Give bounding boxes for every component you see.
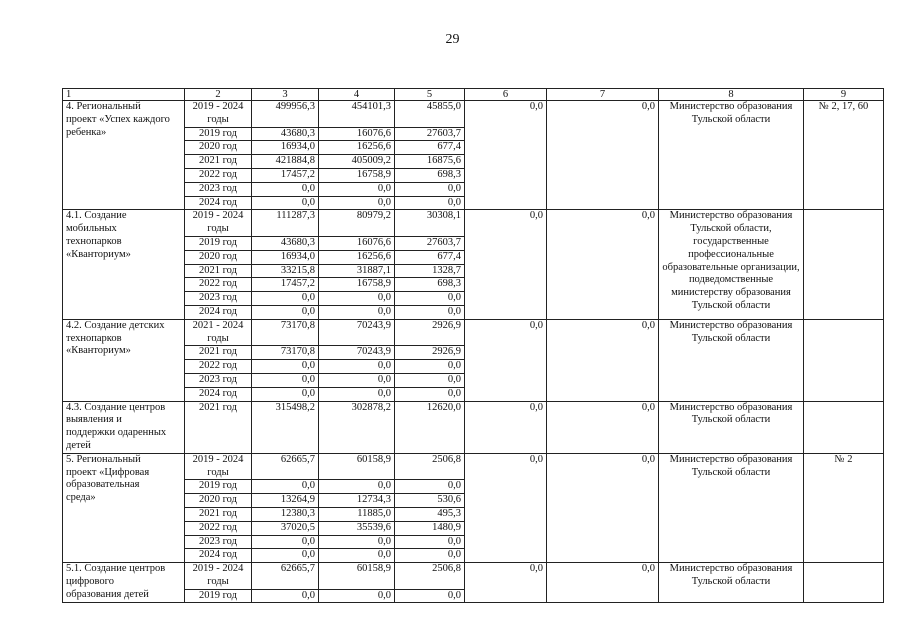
amount-c4: 80979,2 <box>319 210 395 237</box>
amount-c4: 0,0 <box>319 292 395 306</box>
activity-name-line: 4.2. Создание детских <box>66 319 165 331</box>
indicators-cell <box>804 401 884 453</box>
activity-name-line: поддержки одаренных <box>66 427 167 439</box>
period-cell: 2024 год <box>185 387 252 401</box>
header-cell: 8 <box>659 89 804 101</box>
amount-c5: 45855,0 <box>395 101 465 128</box>
amount-c4: 0,0 <box>319 589 395 603</box>
header-cell: 3 <box>252 89 319 101</box>
period-cell: 2019 - 2024 годы <box>185 453 252 480</box>
period-cell: 2021 - 2024 годы <box>185 319 252 346</box>
amount-c5: 677,4 <box>395 250 465 264</box>
period-cell: 2022 год <box>185 278 252 292</box>
amount-c4: 0,0 <box>319 360 395 374</box>
activity-name-line: детей <box>66 439 91 451</box>
header-cell: 6 <box>465 89 547 101</box>
executor-cell: Министерство образования Тульской области <box>659 319 804 401</box>
amount-c3: 0,0 <box>252 535 319 549</box>
amount-c5: 1328,7 <box>395 264 465 278</box>
amount-c5: 30308,1 <box>395 210 465 237</box>
period-cell: 2019 - 2024 годы <box>185 563 252 590</box>
amount-c4: 60158,9 <box>319 563 395 590</box>
amount-c5: 12620,0 <box>395 401 465 453</box>
amount-c3: 37020,5 <box>252 521 319 535</box>
executor-cell: Министерство образования Тульской области <box>659 563 804 603</box>
header-cell: 2 <box>185 89 252 101</box>
amount-c4: 0,0 <box>319 305 395 319</box>
period-cell: 2022 год <box>185 168 252 182</box>
period-cell: 2019 год <box>185 480 252 494</box>
amount-c3: 0,0 <box>252 182 319 196</box>
activity-name <box>63 563 185 603</box>
executor-cell: Министерство образования Тульской области, государственные профессиональные образовательные организации, подведомственные министерству образования Тульской области <box>659 210 804 319</box>
amount-c3: 17457,2 <box>252 168 319 182</box>
executor-cell: Министерство образования Тульской области <box>659 401 804 453</box>
amount-c6: 0,0 <box>465 319 547 401</box>
amount-c3: 13264,9 <box>252 494 319 508</box>
amount-c4: 0,0 <box>319 535 395 549</box>
period-cell: 2019 год <box>185 127 252 141</box>
amount-c4: 11885,0 <box>319 507 395 521</box>
amount-c6: 0,0 <box>465 210 547 319</box>
amount-c3: 421884,8 <box>252 155 319 169</box>
amount-c4: 0,0 <box>319 387 395 401</box>
amount-c3: 43680,3 <box>252 127 319 141</box>
amount-c5: 0,0 <box>395 373 465 387</box>
amount-c5: 0,0 <box>395 196 465 210</box>
amount-c7: 0,0 <box>547 319 659 401</box>
activity-name-line: проект «Успех каждого <box>66 113 170 125</box>
activity-name <box>63 210 185 319</box>
period-cell: 2020 год <box>185 250 252 264</box>
amount-c7: 0,0 <box>547 210 659 319</box>
period-cell: 2024 год <box>185 196 252 210</box>
table-body <box>63 89 884 603</box>
activity-name-line: выявления и <box>66 414 122 426</box>
table-row <box>63 319 884 346</box>
activity-name-line: технопарков <box>66 235 122 247</box>
amount-c5: 1480,9 <box>395 521 465 535</box>
amount-c4: 60158,9 <box>319 453 395 480</box>
indicators-cell <box>804 563 884 603</box>
amount-c5: 27603,7 <box>395 236 465 250</box>
amount-c6: 0,0 <box>465 101 547 210</box>
period-cell: 2022 год <box>185 360 252 374</box>
amount-c5: 0,0 <box>395 549 465 563</box>
amount-c4: 0,0 <box>319 182 395 196</box>
amount-c3: 111287,3 <box>252 210 319 237</box>
amount-c5: 495,3 <box>395 507 465 521</box>
period-cell: 2021 год <box>185 264 252 278</box>
amount-c5: 530,6 <box>395 494 465 508</box>
activity-name-line: 5. Региональный <box>66 453 141 465</box>
amount-c5: 0,0 <box>395 182 465 196</box>
activity-name-line: образовательная <box>66 479 140 491</box>
program-table <box>62 88 884 603</box>
amount-c5: 0,0 <box>395 589 465 603</box>
period-cell: 2020 год <box>185 494 252 508</box>
amount-c4: 405009,2 <box>319 155 395 169</box>
amount-c5: 0,0 <box>395 480 465 494</box>
activity-name-line: цифрового <box>66 575 114 587</box>
amount-c4: 0,0 <box>319 549 395 563</box>
header-cell: 9 <box>804 89 884 101</box>
amount-c4: 35539,6 <box>319 521 395 535</box>
activity-name-line: среда» <box>66 492 96 504</box>
activity-name-line: 5.1. Создание центров <box>66 563 166 575</box>
amount-c5: 2926,9 <box>395 346 465 360</box>
period-cell: 2021 год <box>185 155 252 169</box>
indicators-cell <box>804 210 884 319</box>
period-cell: 2024 год <box>185 305 252 319</box>
period-cell: 2021 год <box>185 346 252 360</box>
page-number: 29 <box>445 32 460 47</box>
period-cell: 2019 - 2024 годы <box>185 210 252 237</box>
activity-name <box>63 101 185 210</box>
indicators-cell: № 2, 17, 60 <box>804 101 884 210</box>
amount-c3: 0,0 <box>252 549 319 563</box>
amount-c4: 0,0 <box>319 373 395 387</box>
amount-c3: 16934,0 <box>252 141 319 155</box>
activity-name-line: 4.1. Создание <box>66 210 127 222</box>
period-cell: 2022 год <box>185 521 252 535</box>
amount-c3: 0,0 <box>252 373 319 387</box>
amount-c3: 0,0 <box>252 387 319 401</box>
amount-c4: 16256,6 <box>319 250 395 264</box>
amount-c4: 454101,3 <box>319 101 395 128</box>
activity-name-line: технопарков <box>66 332 122 344</box>
executor-cell: Министерство образования Тульской области <box>659 101 804 210</box>
amount-c5: 2506,8 <box>395 453 465 480</box>
amount-c3: 43680,3 <box>252 236 319 250</box>
activity-name-line: «Кванториум» <box>66 345 131 357</box>
table-row <box>63 453 884 480</box>
amount-c7: 0,0 <box>547 563 659 603</box>
amount-c4: 31887,1 <box>319 264 395 278</box>
amount-c3: 0,0 <box>252 305 319 319</box>
indicators-cell <box>804 319 884 401</box>
amount-c7: 0,0 <box>547 453 659 562</box>
amount-c5: 677,4 <box>395 141 465 155</box>
period-cell: 2023 год <box>185 373 252 387</box>
period-cell: 2021 год <box>185 507 252 521</box>
amount-c3: 73170,8 <box>252 319 319 346</box>
activity-name-line: образования детей <box>66 588 149 600</box>
amount-c5: 2506,8 <box>395 563 465 590</box>
indicators-cell: № 2 <box>804 453 884 562</box>
amount-c3: 315498,2 <box>252 401 319 453</box>
amount-c3: 62665,7 <box>252 563 319 590</box>
amount-c4: 16758,9 <box>319 278 395 292</box>
activity-name-line: проект «Цифровая <box>66 466 150 478</box>
header-cell: 4 <box>319 89 395 101</box>
amount-c3: 12380,3 <box>252 507 319 521</box>
activity-name-line: ребенка» <box>66 126 107 138</box>
period-cell: 2023 год <box>185 292 252 306</box>
table-row <box>63 101 884 128</box>
period-cell: 2020 год <box>185 141 252 155</box>
period-cell: 2019 год <box>185 236 252 250</box>
amount-c3: 17457,2 <box>252 278 319 292</box>
period-cell: 2024 год <box>185 549 252 563</box>
amount-c4: 70243,9 <box>319 319 395 346</box>
header-row <box>63 89 884 101</box>
amount-c3: 16934,0 <box>252 250 319 264</box>
activity-name <box>63 401 185 453</box>
amount-c3: 0,0 <box>252 589 319 603</box>
amount-c3: 0,0 <box>252 292 319 306</box>
amount-c5: 2926,9 <box>395 319 465 346</box>
activity-name-line: 4. Региональный <box>66 101 141 112</box>
amount-c7: 0,0 <box>547 101 659 210</box>
amount-c5: 0,0 <box>395 292 465 306</box>
amount-c4: 70243,9 <box>319 346 395 360</box>
activity-name-line: «Кванториум» <box>66 248 131 260</box>
table-row <box>63 563 884 590</box>
amount-c6: 0,0 <box>465 401 547 453</box>
amount-c5: 0,0 <box>395 535 465 549</box>
amount-c3: 33215,8 <box>252 264 319 278</box>
activity-name <box>63 319 185 401</box>
amount-c7: 0,0 <box>547 401 659 453</box>
table-row <box>63 401 884 453</box>
amount-c4: 302878,2 <box>319 401 395 453</box>
amount-c4: 0,0 <box>319 480 395 494</box>
amount-c5: 0,0 <box>395 305 465 319</box>
period-cell: 2019 - 2024 годы <box>185 101 252 128</box>
amount-c4: 0,0 <box>319 196 395 210</box>
table-row <box>63 210 884 237</box>
amount-c6: 0,0 <box>465 563 547 603</box>
header-cell: 1 <box>63 89 185 101</box>
amount-c5: 0,0 <box>395 360 465 374</box>
amount-c4: 16256,6 <box>319 141 395 155</box>
period-cell: 2023 год <box>185 535 252 549</box>
header-cell: 5 <box>395 89 465 101</box>
amount-c4: 16076,6 <box>319 127 395 141</box>
activity-name <box>63 453 185 562</box>
amount-c5: 698,3 <box>395 278 465 292</box>
amount-c4: 12734,3 <box>319 494 395 508</box>
amount-c6: 0,0 <box>465 453 547 562</box>
activity-name-line: мобильных <box>66 223 117 235</box>
amount-c3: 0,0 <box>252 360 319 374</box>
amount-c5: 698,3 <box>395 168 465 182</box>
period-cell: 2023 год <box>185 182 252 196</box>
amount-c3: 0,0 <box>252 196 319 210</box>
amount-c3: 73170,8 <box>252 346 319 360</box>
amount-c4: 16758,9 <box>319 168 395 182</box>
amount-c3: 499956,3 <box>252 101 319 128</box>
amount-c3: 0,0 <box>252 480 319 494</box>
amount-c5: 0,0 <box>395 387 465 401</box>
executor-cell: Министерство образования Тульской области <box>659 453 804 562</box>
amount-c5: 27603,7 <box>395 127 465 141</box>
amount-c5: 16875,6 <box>395 155 465 169</box>
activity-name-line: 4.3. Создание центров <box>66 401 166 413</box>
period-cell: 2019 год <box>185 589 252 603</box>
amount-c3: 62665,7 <box>252 453 319 480</box>
amount-c4: 16076,6 <box>319 236 395 250</box>
header-cell: 7 <box>547 89 659 101</box>
period-cell: 2021 год <box>185 401 252 453</box>
